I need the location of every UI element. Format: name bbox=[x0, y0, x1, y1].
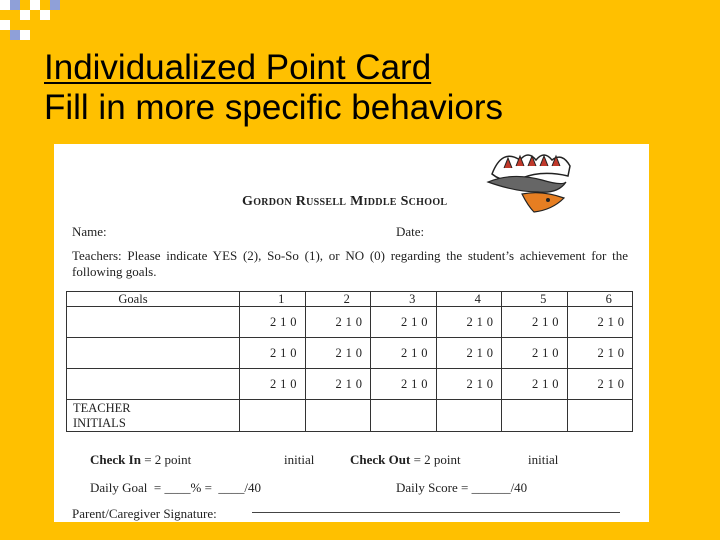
goal-number-label: 1 bbox=[278, 292, 285, 306]
score-option: 2 bbox=[269, 314, 277, 329]
score-option: 1 bbox=[607, 376, 614, 391]
score-option: 1 bbox=[345, 376, 352, 391]
score-option: 2 bbox=[597, 345, 604, 360]
score-cell bbox=[305, 369, 371, 400]
score-option: 1 bbox=[542, 314, 549, 329]
score-cell bbox=[371, 338, 437, 369]
score-option: 1 bbox=[411, 345, 418, 360]
score-option: 0 bbox=[617, 314, 625, 329]
teacher-initials-row bbox=[67, 400, 633, 432]
score-option: 2 bbox=[531, 314, 539, 329]
score-option: 0 bbox=[421, 314, 428, 329]
score-cell bbox=[240, 307, 306, 338]
score-option: 0 bbox=[617, 345, 625, 360]
score-option: 2 bbox=[269, 345, 277, 360]
initials-cell bbox=[240, 400, 306, 432]
score-option: 0 bbox=[290, 376, 297, 391]
score-cell bbox=[436, 307, 502, 338]
score-option: 1 bbox=[411, 376, 418, 391]
goals-header-cell bbox=[67, 292, 240, 307]
check-out-label: Check Out bbox=[350, 452, 411, 467]
score-option: 2 bbox=[466, 314, 473, 329]
goal-number-5 bbox=[502, 292, 568, 307]
score-option: 1 bbox=[411, 314, 418, 329]
goal-number-6 bbox=[567, 292, 633, 307]
goal-number-2 bbox=[305, 292, 371, 307]
instructions-text: Teachers: Please indicate YES (2), So-So (1), or NO (0) regarding the student’s achievement for the following goals. bbox=[72, 248, 628, 279]
daily-goal: Daily Goal = ____% = ____/40 bbox=[90, 480, 262, 495]
score-cell bbox=[305, 338, 371, 369]
school-name: Gordon Russell Middle School bbox=[242, 194, 448, 209]
score-cell bbox=[502, 369, 568, 400]
score-option: 1 bbox=[345, 345, 352, 360]
score-cell bbox=[436, 338, 502, 369]
check-in-label: Check In bbox=[90, 452, 141, 467]
check-out bbox=[350, 452, 461, 468]
goal-number-label: 2 bbox=[343, 292, 350, 306]
goal-description-cell bbox=[67, 369, 240, 400]
score-option: 0 bbox=[486, 376, 494, 391]
initials-cell bbox=[371, 400, 437, 432]
corner-decoration bbox=[0, 0, 70, 44]
score-option: 1 bbox=[542, 376, 549, 391]
score-cell bbox=[371, 307, 437, 338]
score-option: 2 bbox=[400, 345, 408, 360]
score-option: 0 bbox=[355, 314, 363, 329]
score-cell bbox=[371, 369, 437, 400]
score-option: 0 bbox=[617, 376, 625, 391]
goals-header: Goals bbox=[118, 292, 148, 306]
score-option: 2 bbox=[597, 314, 604, 329]
score-option: 0 bbox=[290, 345, 297, 360]
goal-score-row bbox=[67, 307, 633, 338]
initials-cell bbox=[305, 400, 371, 432]
teacher-initials-line1: TEACHER bbox=[73, 400, 131, 415]
signature-line bbox=[252, 512, 620, 513]
score-option: 2 bbox=[466, 345, 473, 360]
score-cell bbox=[240, 369, 306, 400]
score-option: 2 bbox=[269, 376, 277, 391]
score-option: 2 bbox=[597, 376, 604, 391]
score-option: 1 bbox=[476, 345, 483, 360]
score-option: 1 bbox=[476, 314, 483, 329]
score-option: 2 bbox=[335, 314, 342, 329]
score-cell bbox=[567, 338, 633, 369]
name-label: Name: bbox=[72, 224, 107, 239]
score-cell bbox=[502, 307, 568, 338]
score-option: 2 bbox=[400, 376, 408, 391]
goal-description-cell bbox=[67, 307, 240, 338]
score-cell bbox=[305, 307, 371, 338]
teacher-initials-label bbox=[67, 400, 240, 432]
goal-score-row bbox=[67, 338, 633, 369]
score-option: 0 bbox=[355, 345, 363, 360]
score-option: 0 bbox=[355, 376, 363, 391]
score-cell bbox=[502, 338, 568, 369]
score-option: 1 bbox=[345, 314, 352, 329]
point-card-image bbox=[54, 144, 649, 522]
check-in-initial: initial bbox=[284, 452, 315, 467]
goal-number-label: 5 bbox=[540, 292, 547, 306]
score-option: 0 bbox=[552, 376, 559, 391]
initials-cell bbox=[436, 400, 502, 432]
goal-number-label: 3 bbox=[409, 292, 416, 306]
score-option: 1 bbox=[280, 376, 287, 391]
goal-number-label: 4 bbox=[474, 292, 481, 306]
score-option: 2 bbox=[335, 345, 342, 360]
daily-score: Daily Score = ______/40 bbox=[396, 480, 528, 495]
goal-number-3 bbox=[371, 292, 437, 307]
score-cell bbox=[436, 369, 502, 400]
goal-number-4 bbox=[436, 292, 502, 307]
slide-title bbox=[44, 48, 503, 128]
signature-label: Parent/Caregiver Signature: bbox=[72, 506, 217, 521]
score-option: 1 bbox=[607, 314, 614, 329]
eagle-logo-icon bbox=[482, 146, 574, 218]
goals-table bbox=[66, 291, 633, 432]
check-out-value: = 2 point bbox=[410, 452, 461, 467]
score-option: 2 bbox=[400, 314, 408, 329]
slide-title-line1: Individualized Point Card bbox=[44, 48, 432, 87]
score-option: 0 bbox=[486, 345, 494, 360]
goal-description-cell bbox=[67, 338, 240, 369]
score-option: 1 bbox=[607, 345, 614, 360]
score-option: 0 bbox=[552, 345, 559, 360]
check-out-initial: initial bbox=[528, 452, 559, 467]
goal-score-row bbox=[67, 369, 633, 400]
score-option: 2 bbox=[531, 376, 539, 391]
score-option: 2 bbox=[466, 376, 473, 391]
check-in bbox=[90, 452, 191, 468]
score-option: 0 bbox=[552, 314, 559, 329]
score-option: 2 bbox=[335, 376, 342, 391]
score-option: 0 bbox=[290, 314, 297, 329]
score-option: 2 bbox=[531, 345, 539, 360]
score-option: 0 bbox=[486, 314, 494, 329]
score-option: 1 bbox=[280, 345, 287, 360]
initials-cell bbox=[502, 400, 568, 432]
teacher-initials-line2: INITIALS bbox=[73, 415, 126, 430]
score-option: 1 bbox=[280, 314, 287, 329]
goal-number-label: 6 bbox=[605, 292, 612, 306]
score-cell bbox=[567, 369, 633, 400]
score-option: 0 bbox=[421, 345, 428, 360]
table-header-row bbox=[67, 292, 633, 307]
initials-cell bbox=[567, 400, 633, 432]
score-option: 1 bbox=[476, 376, 483, 391]
slide-title-line2: Fill in more specific behaviors bbox=[44, 88, 504, 127]
score-cell bbox=[240, 338, 306, 369]
score-cell bbox=[567, 307, 633, 338]
score-option: 1 bbox=[542, 345, 549, 360]
goal-number-1 bbox=[240, 292, 306, 307]
date-label: Date: bbox=[396, 224, 425, 239]
score-option: 0 bbox=[421, 376, 428, 391]
check-in-value: = 2 point bbox=[140, 452, 192, 467]
